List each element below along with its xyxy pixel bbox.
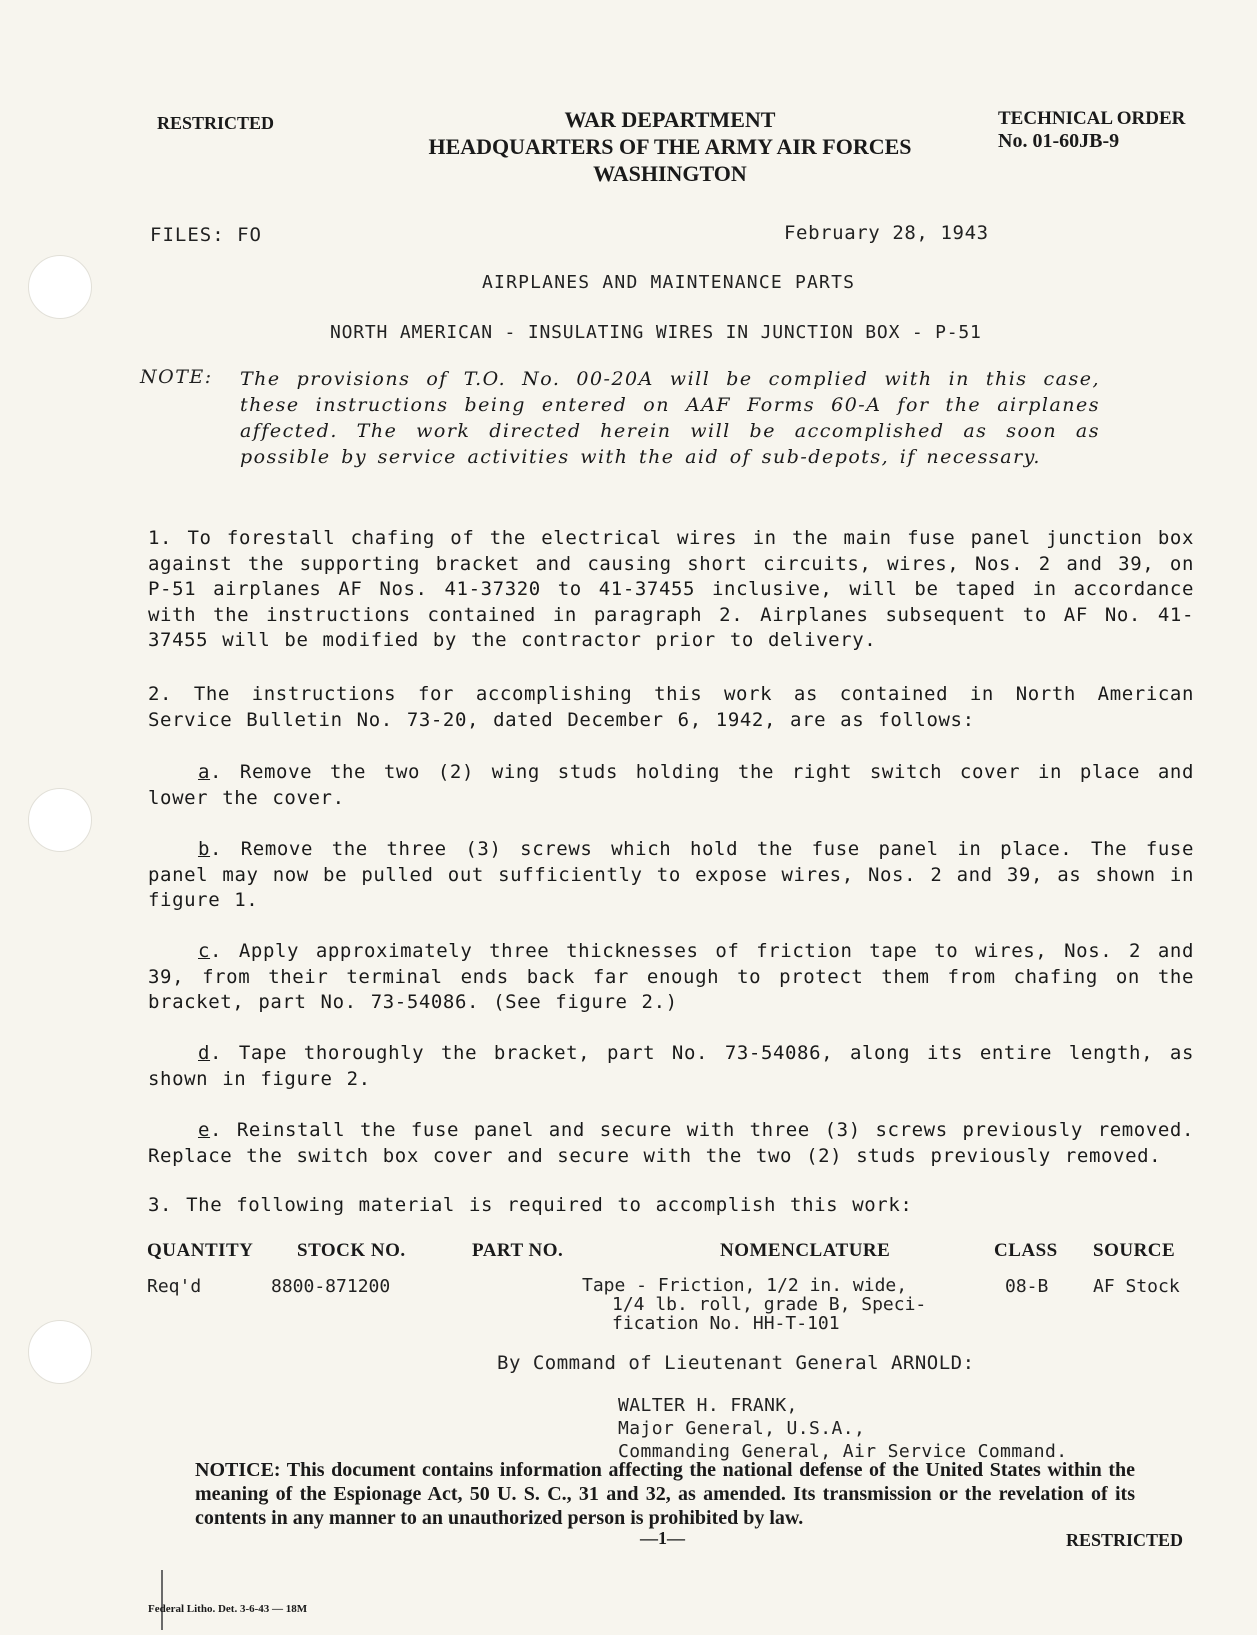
dept-line-1: WAR DEPARTMENT — [564, 107, 776, 132]
step-c-letter: c — [198, 940, 211, 962]
section-title: AIRPLANES AND MAINTENANCE PARTS — [482, 272, 856, 293]
document-date: February 28, 1943 — [784, 222, 989, 244]
note-label: NOTE: — [140, 366, 213, 388]
nomenclature-line-3: fication No. HH-T-101 — [612, 1313, 840, 1334]
by-command-line: By Command of Lieutenant General ARNOLD: — [497, 1352, 975, 1374]
restricted-header: RESTRICTED — [157, 113, 275, 133]
step-d-text: . Tape thoroughly the bracket, part No. 73-54086, along its entire length, as shown in figure 2. — [148, 1042, 1194, 1090]
paragraph-3: 3. The following material is required to accomplish this work: — [148, 1194, 913, 1216]
department-heading — [400, 106, 940, 187]
restricted-footer: RESTRICTED — [1066, 1530, 1184, 1550]
binder-hole-top — [28, 255, 92, 319]
step-c-text: . Apply approximately three thicknesses of friction tape to wires, Nos. 2 and 39, from their terminal ends back far enough to protect them from chafing on the bracket, part No. 73-54086. (See figure 2.) — [148, 940, 1194, 1013]
page-number: —1— — [640, 1528, 685, 1548]
step-b-letter: b — [198, 838, 211, 860]
margin-mark — [161, 1570, 163, 1630]
col-header-source: SOURCE — [1093, 1240, 1176, 1261]
col-header-part-no: PART NO. — [472, 1240, 564, 1261]
signer-title: Commanding General, Air Service Command. — [618, 1441, 1068, 1462]
signature-block — [618, 1394, 1067, 1463]
step-e — [148, 1118, 1194, 1169]
paragraph-2: 2. The instructions for accomplishing this work as contained in North American Service Bulletin No. 73-20, dated December 6, 1942, are as follows: — [148, 683, 1194, 731]
step-b — [148, 837, 1194, 914]
step-a-letter: a — [198, 761, 211, 783]
col-header-stock-no: STOCK NO. — [297, 1240, 406, 1261]
step-e-text: . Reinstall the fuse panel and secure with three (3) screws previously removed. Replace the switch box cover and secure with the two (2) studs previously removed. — [148, 1119, 1194, 1167]
subject-line: NORTH AMERICAN - INSULATING WIRES IN JUNCTION BOX - P-51 — [330, 322, 982, 343]
cell-stock-no: 8800-871200 — [271, 1276, 391, 1297]
technical-order-label: TECHNICAL ORDER — [998, 108, 1186, 129]
dept-line-2: HEADQUARTERS OF THE ARMY AIR FORCES — [428, 134, 912, 159]
step-d-letter: d — [198, 1042, 211, 1064]
note-text: The provisions of T.O. No. 00-20A will be complied with in this case, these instructions being entered on AAF Forms 60-A for the airplanes affected. The work directed herein will be accomplished as soon as possible by service activities with the aid of sub-depots, if necessary. — [240, 368, 1100, 468]
step-a-text: . Remove the two (2) wing studs holding the right switch cover in place and lower the cover. — [148, 761, 1194, 809]
files-line: FILES: FO — [150, 224, 262, 246]
step-c — [148, 939, 1194, 1016]
cell-quantity: Req'd — [147, 1276, 202, 1297]
step-e-letter: e — [198, 1119, 211, 1141]
paragraph-1: 1. To forestall chafing of the electrical wires in the main fuse panel junction box against the supporting bracket and causing short circuits, wires, Nos. 2 and 39, on P-51 airplanes AF Nos. 41-37320 to 41-37455 inclusive, will be taped in accordance with the instructions contained in paragraph 2. Airplanes subsequent to AF No. 41-37455 will be modified by the contractor prior to delivery. — [148, 527, 1194, 651]
step-a — [148, 760, 1194, 811]
signer-name: WALTER H. FRANK, — [618, 1395, 798, 1416]
cell-source: AF Stock — [1093, 1276, 1180, 1297]
col-header-nomenclature: NOMENCLATURE — [720, 1240, 891, 1261]
signer-rank: Major General, U.S.A., — [618, 1418, 866, 1439]
binder-hole-middle — [28, 788, 92, 852]
col-header-class: CLASS — [994, 1240, 1058, 1261]
col-header-quantity: QUANTITY — [147, 1240, 254, 1261]
espionage-notice: NOTICE: This document contains information affecting the national defense of the United States within the meaning of the Espionage Act, 50 U. S. C., 31 and 32, as amended. Its transmission or the revelation of its contents in any manner to an unauthorized person is prohibited by law. — [195, 1459, 1135, 1529]
step-b-text: . Remove the three (3) screws which hold the fuse panel in place. The fuse panel may now be pulled out sufficiently to expose wires, Nos. 2 and 39, as shown in figure 1. — [148, 838, 1194, 911]
cell-nomenclature — [582, 1276, 926, 1333]
technical-order-number: No. 01-60JB-9 — [998, 130, 1120, 152]
dept-line-3: WASHINGTON — [593, 161, 747, 186]
cell-class: 08-B — [1005, 1276, 1049, 1297]
nomenclature-line-1: Tape - Friction, 1/2 in. wide, — [582, 1275, 908, 1296]
printer-imprint: Federal Litho. Det. 3-6-43 — 18M — [148, 1603, 308, 1615]
technical-order-block — [998, 108, 1185, 152]
step-d — [148, 1041, 1194, 1092]
nomenclature-line-2: 1/4 lb. roll, grade B, Speci- — [612, 1294, 927, 1315]
binder-hole-bottom — [28, 1320, 92, 1384]
